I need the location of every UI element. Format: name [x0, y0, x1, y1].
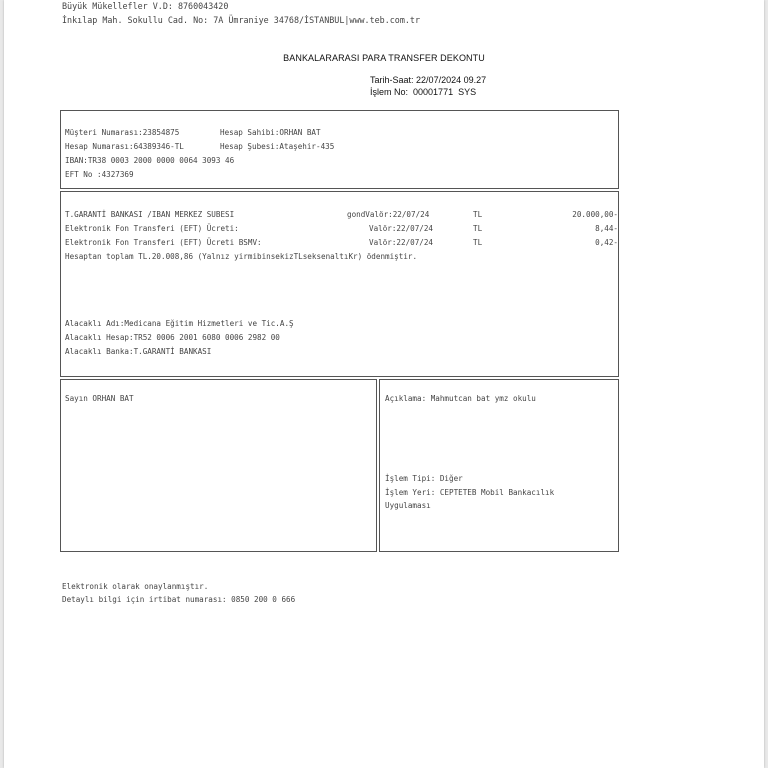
- customer-info-box: [60, 110, 619, 189]
- eft-number: EFT No :4327369: [65, 170, 134, 179]
- bsmv-row-amount: 0,42-: [595, 238, 618, 247]
- transfer-details-box: [60, 191, 619, 377]
- transfer-row-valor: gondValör:22/07/24: [347, 210, 430, 219]
- bsmv-row-valor: Valör:22/07/24: [369, 238, 434, 247]
- transaction-place-cont: Uygulaması: [385, 501, 431, 510]
- fee-row-currency: TL: [473, 224, 483, 233]
- datetime-label: Tarih-Saat:: [370, 75, 414, 85]
- transaction-details-box: [379, 379, 619, 552]
- document-title: BANKALARARASI PARA TRANSFER DEKONTU: [283, 53, 485, 63]
- fee-row-valor: Valör:22/07/24: [369, 224, 434, 233]
- receiver-name: Alacaklı Adı:Medicana Eğitim Hizmetleri ve Tic.A.Ş: [65, 319, 294, 328]
- bsmv-row-desc: Elektronik Fon Transferi (EFT) Ücreti BSMV:: [65, 238, 262, 247]
- recipient-greeting: Sayın ORHAN BAT: [65, 394, 134, 403]
- contact-info: Detaylı bilgi için irtibat numarası: 0850 200 0 666: [62, 595, 296, 604]
- account-branch: Hesap Şubesi:Ataşehir-435: [220, 142, 335, 151]
- fee-row-amount: 8,44-: [595, 224, 618, 233]
- transaction-type: İşlem Tipi: Diğer: [385, 474, 463, 483]
- transaction-code: SYS: [458, 87, 477, 97]
- receiver-account: Alacaklı Hesap:TR52 0006 2001 6080 0006 2982 00: [65, 333, 280, 342]
- fee-row-desc: Elektronik Fon Transferi (EFT) Ücreti:: [65, 224, 239, 233]
- transfer-row-amount: 20.000,00-: [572, 210, 618, 219]
- tax-office-line: Büyük Mükellefler V.D: 8760043420: [62, 1, 229, 11]
- bank-address-line: İnkılap Mah. Sokullu Cad. No: 7A Ümraniye 34768/İSTANBUL|www.teb.com.tr: [62, 15, 420, 25]
- total-paid-line: Hesaptan toplam TL.20.008,86 (Yalnız yirmibinsekizTLseksenaltıKr) ödenmiştir.: [65, 252, 418, 261]
- approval-note: Elektronik olarak onaylanmıştır.: [62, 582, 209, 591]
- customer-number: Müşteri Numarası:23854875: [65, 128, 180, 137]
- iban: IBAN:TR38 0003 2000 0000 0064 3093 46: [65, 156, 235, 165]
- recipient-box: [60, 379, 377, 552]
- datetime-row: [370, 75, 486, 85]
- account-holder: Hesap Sahibi:ORHAN BAT: [220, 128, 321, 137]
- receipt-page: [4, 0, 764, 768]
- transaction-row: [370, 87, 476, 97]
- transaction-place: İşlem Yeri: CEPTETEB Mobil Bankacılık: [385, 488, 555, 497]
- receiver-bank: Alacaklı Banka:T.GARANTİ BANKASI: [65, 347, 212, 356]
- datetime-value: 22/07/2024 09.27: [416, 75, 487, 85]
- bsmv-row-currency: TL: [473, 238, 483, 247]
- description-line: Açıklama: Mahmutcan bat ymz okulu: [385, 394, 536, 403]
- transfer-row-desc: T.GARANTİ BANKASI /IBAN MERKEZ SUBESI: [65, 210, 235, 219]
- transaction-number: 00001771: [413, 87, 454, 97]
- transfer-row-currency: TL: [473, 210, 483, 219]
- transaction-label: İşlem No:: [370, 87, 409, 97]
- account-number: Hesap Numarası:64389346-TL: [65, 142, 184, 151]
